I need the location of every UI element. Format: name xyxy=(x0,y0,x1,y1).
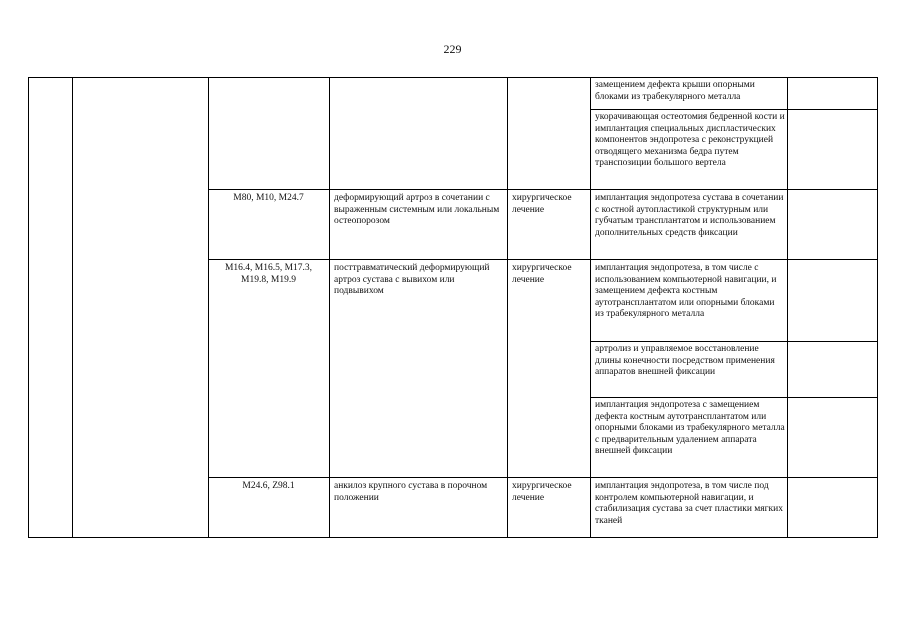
table-cell-code: M16.4, M16.5, M17.3, M19.8, M19.9 xyxy=(224,263,313,285)
table-cell-method: имплантация эндопротеза сустава в сочетании с костной аутопластикой структурным или губчатым трансплантатом и использованием дополнительных средств фиксации xyxy=(595,193,784,238)
table-cell-code: M24.6, Z98.1 xyxy=(242,481,295,491)
row-divider xyxy=(208,477,878,478)
table-cell-method: имплантация эндопротеза, в том числе под контролем компьютерной навигации, и стабилизация сустава за счет пластики мягких тканей xyxy=(595,481,784,526)
row-divider xyxy=(208,189,878,190)
column-divider xyxy=(329,77,330,538)
row-divider xyxy=(208,259,878,260)
table-border-left xyxy=(28,77,29,538)
table-cell-diagnosis: деформирующий артроз в сочетании с выраженным системным или локальным остеопорозом xyxy=(334,193,500,227)
table-cell-method: имплантация эндопротеза с замещением дефекта костным аутотрансплантатом или опорными блоками из трабекулярного металла с предварительным удалением аппарата внешней фиксации xyxy=(595,400,785,457)
column-divider xyxy=(507,77,508,538)
table-cell-treatment-type: хирургическое лечение xyxy=(512,481,572,503)
column-divider xyxy=(72,77,73,538)
table-cell-method: имплантация эндопротеза, в том числе с использованием компьютерной навигации, и замещением дефекта костным аутотрансплантатом или опорными блоками из трабекулярного металла xyxy=(595,263,777,320)
table-border-right xyxy=(877,77,878,538)
column-divider xyxy=(787,77,788,538)
table-border-bottom xyxy=(28,537,878,538)
row-divider xyxy=(590,109,878,110)
table-cell-code: M80, M10, M24.7 xyxy=(233,193,304,203)
row-divider xyxy=(590,341,878,342)
table-cell-method: артролиз и управляемое восстановление длины конечности посредством применения аппаратов внешней фиксации xyxy=(595,344,775,378)
table-cell-diagnosis: анкилоз крупного сустава в порочном положении xyxy=(334,481,488,503)
column-divider xyxy=(590,77,591,538)
row-divider xyxy=(590,397,878,398)
table-cell-treatment-type: хирургическое лечение xyxy=(512,263,572,285)
table-cell-method: укорачивающая остеотомия бедренной кости и имплантация специальных диспластических компонентов эндопротеза с реконструкцией отводящего механизма бедра путем транспозиции большого вертела xyxy=(595,112,785,169)
page-number: 229 xyxy=(443,42,462,56)
table-cell-treatment-type: хирургическое лечение xyxy=(512,193,572,215)
column-divider xyxy=(208,77,209,538)
table-cell-diagnosis: посттравматический деформирующий артроз сустава с вывихом или подвывихом xyxy=(334,263,490,297)
table-cell-method: замещением дефекта крыши опорными блоками из трабекулярного металла xyxy=(595,80,755,102)
table-border-top xyxy=(28,77,878,78)
